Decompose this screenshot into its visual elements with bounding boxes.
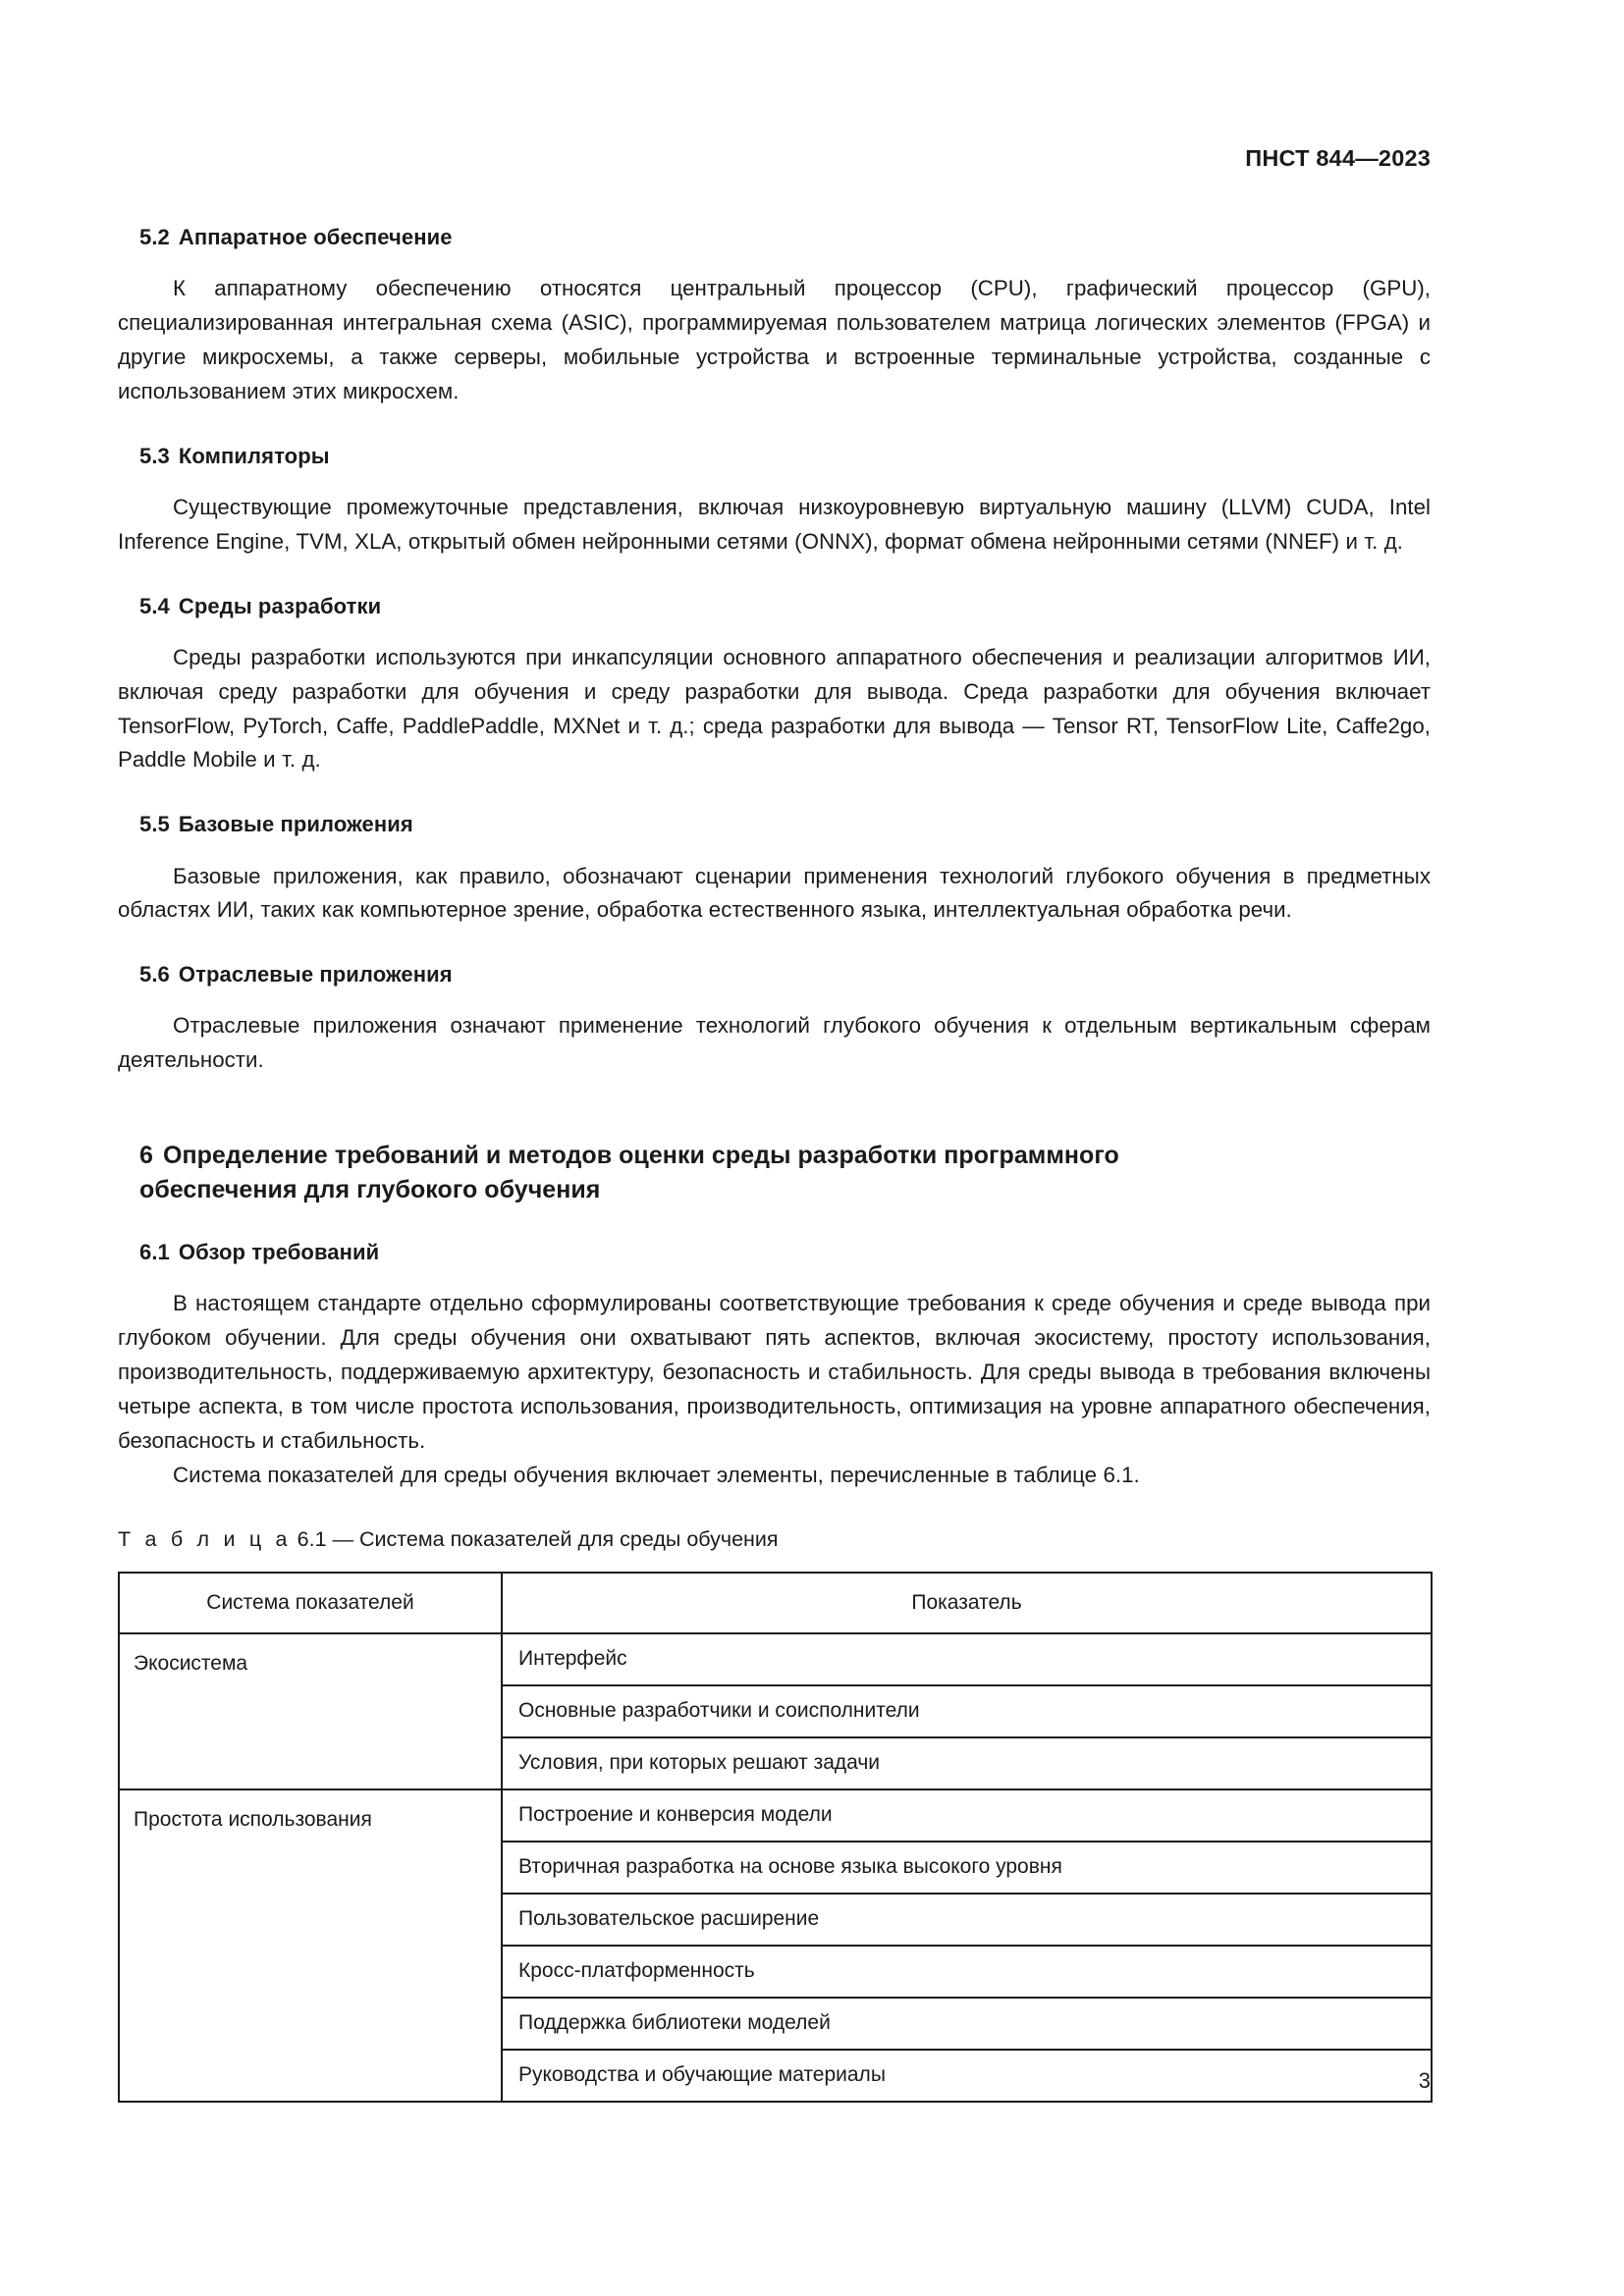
section-title-5-2: Аппаратное обеспечение [178,225,453,249]
section-paragraph-6-1-b: Система показателей для среды обучения включает элементы, перечисленные в таблице 6.1. [173,1462,1140,1487]
section-title-5-4: Среды разработки [178,593,382,618]
section-title-5-3: Компиляторы [178,443,330,468]
section-paragraph-6-1-a: В настоящем стандарте отдельно сформулированы соответствующие требования к среде обучения и среде вывода при глубоком обучении. Для среды обучения они охватывают пять аспектов, включая экосистему, простоту использования, производительность, поддерживаемую архитектуру, безопасность и стабильность. Для среды вывода в требования включены четыре аспекта, в том числе простота использования, производительность, оптимизация на уровне аппаратного обеспечения, безопасность и стабильность. [118,1291,1431,1453]
section-heading-5-4 [118,593,1431,620]
section-heading-5-6 [118,961,1431,988]
spacer [118,1078,1431,1139]
table-cell-indicator: Интерфейс [502,1633,1432,1685]
section-paragraph-5-2: К аппаратному обеспечению относятся центральный процессор (CPU), графический процессор (GPU), специализированная интегральная схема (ASIC), программируемая пользователем матрица логических элементов (FPGA) и другие микросхемы, а также серверы, мобильные устройства и встроенные терминальные устройства, созданные с использованием этих микросхем. [118,276,1431,403]
table-header-row [119,1573,1432,1633]
spacer [118,839,1431,860]
section-number-5-3: 5.3 [139,443,170,468]
section-title-6-1: Обзор требований [178,1240,380,1265]
spacer [118,470,1431,491]
table-6-1 [118,1572,1433,2103]
chapter-heading-6 [118,1139,1278,1207]
section-heading-6-1 [118,1239,1431,1266]
spacer [118,1493,1431,1526]
chapter-number-6: 6 [139,1142,153,1170]
table-cell-indicator: Руководства и обучающие материалы [502,2050,1432,2102]
page-content [118,0,1431,2296]
section-paragraph-5-3: Существующие промежуточные представления, включая низкоуровневую виртуальную машину (LLVM) CUDA, Intel Inference Engine, TVM, XLA, открытый обмен нейронными сетями (ONNX), формат обмена нейронными сетями (NNEF) и т. д. [118,494,1431,554]
section-number-5-2: 5.2 [139,225,170,249]
table-group-name-ease-of-use: Простота использования [119,1789,502,2102]
spacer [118,988,1431,1009]
section-heading-5-5 [118,811,1431,838]
section-number-6-1: 6.1 [139,1240,170,1265]
table-body [119,1633,1432,2102]
section-title-5-5: Базовые приложения [178,812,413,837]
spacer [118,1554,1431,1572]
table-caption-dash: — [332,1526,354,1551]
section-title-5-6: Отраслевые приложения [178,962,453,988]
table-cell-indicator: Построение и конверсия модели [502,1789,1432,1842]
running-header-standard-ref: ПНСТ 844—2023 [1245,145,1431,171]
table-caption-title: Система показателей для среды обучения [359,1526,779,1551]
section-number-5-5: 5.5 [139,812,170,837]
section-number-5-4: 5.4 [139,593,170,618]
document-body-flow [118,224,1431,2103]
page-number: 3 [1418,2068,1431,2093]
spacer [118,928,1431,961]
table-cell-indicator: Кросс-платформенность [502,1946,1432,1998]
table-group-name-ecosystem: Экосистема [119,1633,502,1789]
table-caption [118,1526,1431,1554]
table-cell-indicator: Поддержка библиотеки моделей [502,1998,1432,2050]
table-cell-indicator: Пользовательское расширение [502,1894,1432,1946]
table-column-header-indicator: Показатель [502,1573,1432,1633]
table-row [119,1633,1432,1685]
table-column-header-system: Система показателей [119,1573,502,1633]
section-paragraph-5-4: Среды разработки используются при инкапсуляции основного аппаратного обеспечения и реализации алгоритмов ИИ, включая среду разработки для обучения и среду разработки для вывода. Среда разработки для обучения включает TensorFlow, PyTorch, Caffe, PaddlePaddle, MXNet и т. д.; среда разработки для вывода — Tensor RT, TensorFlow Lite, Caffe2go, Paddle Mobile и т. д. [118,644,1431,773]
chapter-title-6: Определение требований и методов оценки среды разработки программного обеспечения для глубокого обучения [139,1142,1119,1204]
spacer [118,1266,1431,1287]
section-number-5-6: 5.6 [139,962,170,988]
spacer [118,777,1431,811]
spacer [118,251,1431,272]
spacer [118,620,1431,641]
spacer [118,560,1431,593]
table-cell-indicator: Условия, при которых решают задачи [502,1737,1432,1789]
table-cell-indicator: Вторичная разработка на основе языка высокого уровня [502,1842,1432,1894]
table-row [119,1789,1432,1842]
table-cell-indicator: Основные разработчики и соисполнители [502,1685,1432,1737]
section-heading-5-3 [118,443,1431,470]
spacer [118,1207,1431,1239]
table-caption-number: 6.1 [297,1526,327,1551]
table-caption-label: Т а б л и ц а [118,1526,292,1551]
section-heading-5-2 [118,224,1431,251]
table-header [119,1573,1432,1633]
spacer [118,409,1431,443]
section-paragraph-5-6: Отраслевые приложения означают применение технологий глубокого обучения к отдельным вертикальным сферам деятельности. [118,1013,1431,1073]
section-paragraph-5-5: Базовые приложения, как правило, обозначают сценарии применения технологий глубокого обучения в предметных областях ИИ, таких как компьютерное зрение, обработка естественного языка, интеллектуальная обработка речи. [118,863,1431,923]
